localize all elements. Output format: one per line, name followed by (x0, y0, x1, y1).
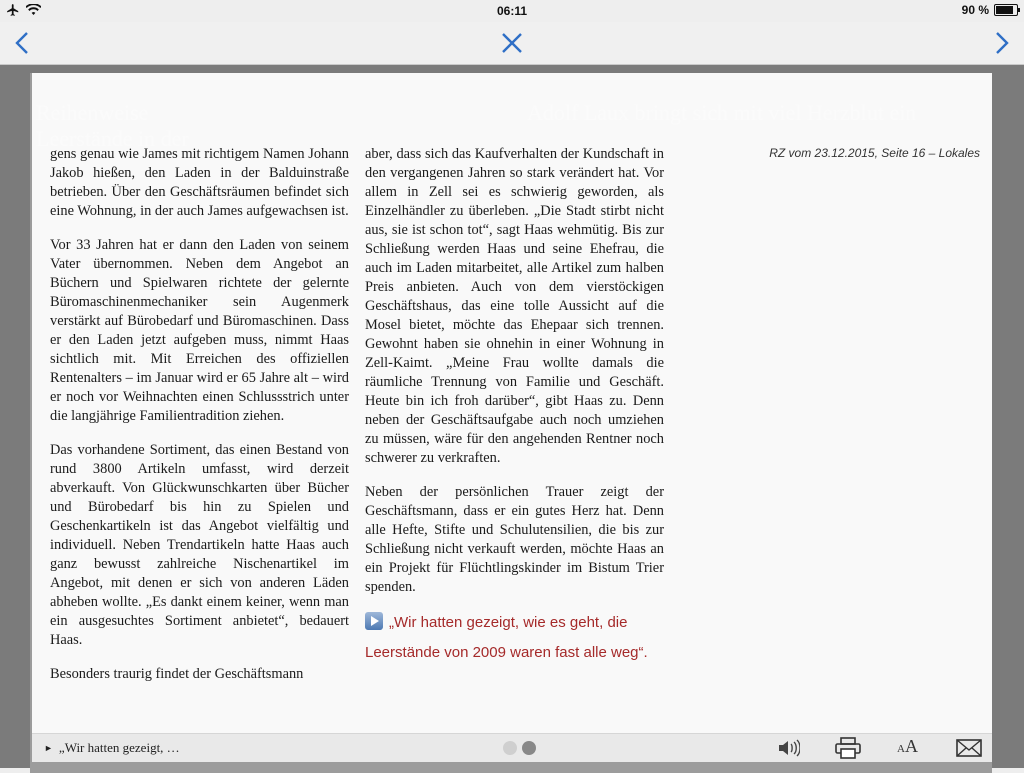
next-article-label: „Wir hatten gezeigt, … (58, 740, 180, 755)
battery-percent: 90 % (961, 3, 989, 17)
font-size-small-label: A (897, 743, 905, 755)
back-chevron-icon (8, 28, 38, 58)
article-paragraph: Besonders traurig findet der Geschäftsmann (50, 666, 304, 682)
status-bar (0, 0, 1024, 22)
mail-button[interactable] (956, 737, 982, 759)
status-time: 06:11 (496, 4, 528, 18)
status-right (962, 3, 1018, 17)
forward-chevron-icon (986, 28, 1016, 58)
article-panel (32, 73, 992, 761)
font-size-large-label: A (904, 736, 918, 756)
mail-icon (956, 737, 982, 759)
related-article-text: „Wir hatten gezeigt, wie es geht, die Leerstände von 2009 waren fast alle weg“. (365, 614, 648, 661)
article-paragraph: gens genau wie James mit richtigem Namen Johann Jakob hießen, den Laden in der Balduinstraße betrieben. Über den Geschäftsräumen befindet sich eine Wohnung, in der auch James aufgewachsen ist. (50, 146, 349, 219)
page-dot-1[interactable] (503, 741, 517, 755)
font-size-icon (897, 736, 918, 756)
font-size-button[interactable] (897, 736, 918, 757)
next-article-link[interactable] (44, 740, 180, 756)
print-icon (835, 737, 861, 759)
close-button[interactable] (497, 28, 527, 58)
play-icon (365, 612, 383, 630)
close-icon (497, 28, 527, 58)
article-paragraph: Vor 33 Jahren hat er dann den Laden von seinem Vater übernommen. Neben dem Angebot an Büchern und Spielwaren richtete der gelernte Büromaschinenmechaniker sein Augenmerk verstärkt auf Bürobedarf und Büromaschinen. Dass er den Laden jetzt aufgeben muss, nimmt Haas sichtlich mit. Mit Erreichen des offiziellen Rentenalters – im Januar wird er 65 Jahre alt – wird er noch vor Weihnachten einen Schlussstrich unter die langjährige Familientradition ziehen. (50, 237, 349, 424)
related-article-link[interactable] (365, 608, 664, 668)
article-source: RZ vom 23.12.2015, Seite 16 – Lokales (769, 146, 980, 160)
article-column-2 (365, 145, 664, 668)
page-indicator (503, 741, 536, 755)
print-button[interactable] (835, 737, 861, 759)
article-paragraph: Das vorhandene Sortiment, das einen Bestand von rund 3800 Artikeln umfasst, wird derzeit abverkauft. Von Glückwunschkarten über Bücher und Bürobedarf bis hin zu Spielen und Geschenkartikeln ist das Angebot vielfältig und individuell. Neben Trendartikeln hatte Haas auch ganz bewusst zahlreiche Nischenartikel im Angebot, mit denen er sich von anderen Läden abheben wollte. „Es dankt einem keiner, wenn man ein ausgesuchtes Sortiment anbietet“, bedauert Haas. (50, 442, 349, 648)
battery-icon (994, 4, 1018, 16)
navigation-bar (0, 22, 1024, 65)
article-paragraph: Neben der persönlichen Trauer zeigt der Geschäftsmann, dass er ein gutes Herz hat. Denn alle Hefte, Stifte und Schulutensilien, die bis zur Schließung nicht verkauft werden, möchte Haas an ein Projekt für Flüchtlingskinder im Bistum Trier spenden. (365, 484, 664, 595)
article-column-1 (50, 145, 349, 699)
page-dot-2[interactable] (522, 741, 536, 755)
bottom-toolbar (32, 733, 992, 762)
speaker-button[interactable] (776, 737, 800, 759)
triangle-right-icon: ► (44, 743, 53, 753)
forward-button[interactable] (986, 28, 1016, 58)
article-paragraph: aber, dass sich das Kaufverhalten der Kundschaft in den vergangenen Jahren so stark verändert hat. Vor allem in Zell sei es schwierig geworden, als Einzelhändler zu überleben. „Die Stadt stirbt nicht aus, sie ist schon tot“, sagt Haas wehmütig. Bis zur Schließung werden Haas und seine Ehefrau, die auch im Laden mitarbeitet, alle Artikel zum halben Preis anbieten. Auch von dem vierstöckigen Geschäftshaus, das eine tolle Aussicht auf die Mosel bietet, möchte das Ehepaar sich trennen. Gewohnt haben sie ohnehin in einer Wohnung in Zell-Kaimt. „Meine Frau wollte damals die räumliche Trennung von Familie und Geschäft. Heute bin ich froh darüber“, gibt Haas zu. Denn neben der Geschäftsaufgabe auch noch umziehen zu müssen, wäre für den angehenden Rentner noch schwerer zu verkraften. (365, 146, 664, 466)
back-button[interactable] (8, 28, 38, 58)
speaker-icon (776, 737, 800, 759)
